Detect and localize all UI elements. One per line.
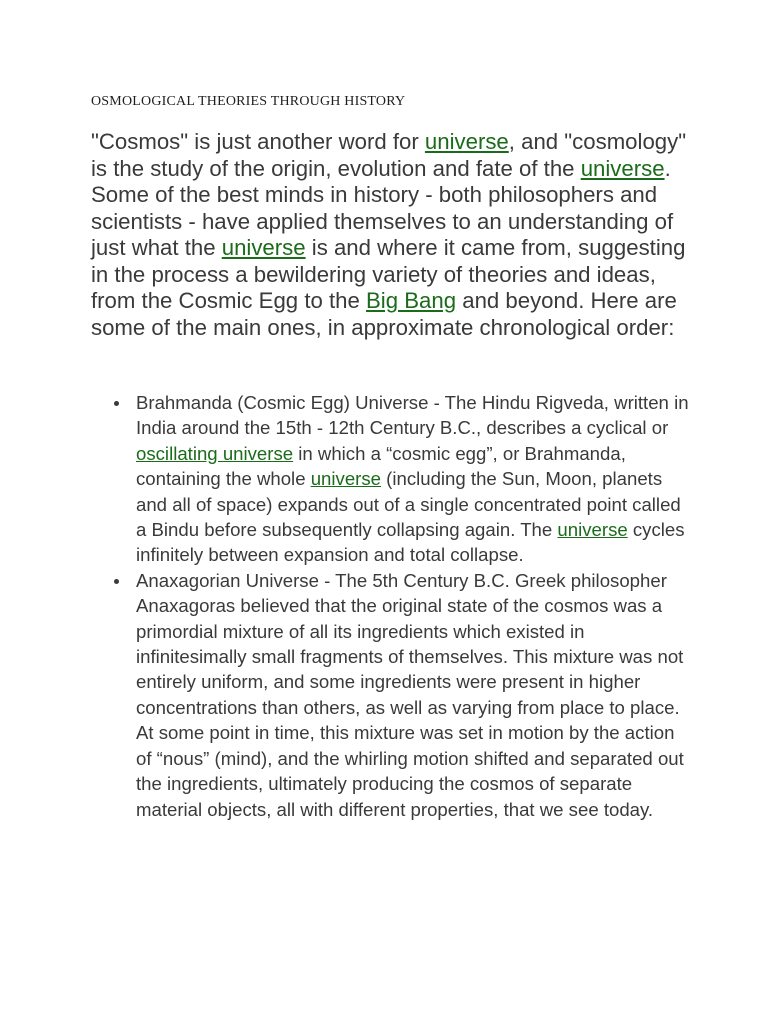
universe-link[interactable]: universe <box>221 235 306 260</box>
universe-link[interactable]: universe <box>424 129 509 154</box>
bullet-icon <box>114 401 119 406</box>
universe-link[interactable]: universe <box>310 468 381 490</box>
list-item-anaxagorian <box>91 568 691 822</box>
big-bang-link[interactable]: Big Bang <box>366 288 457 313</box>
list-item-brahmanda <box>91 390 691 568</box>
item-text: cycles infinitely between expansion and total collapse. <box>136 519 685 566</box>
page-title: OSMOLOGICAL THEORIES THROUGH HISTORY <box>91 94 406 109</box>
item-text: Brahmanda (Cosmic Egg) Universe - The Hindu Rigveda, written in India around the 15th - 12th Century B.C., describes a cyclical or <box>136 392 689 439</box>
theories-list <box>91 390 691 822</box>
intro-text: , and "cosmology" is the study of the origin, evolution and fate of the <box>91 129 687 181</box>
bullet-icon <box>114 579 119 584</box>
universe-link[interactable]: universe <box>557 519 628 541</box>
intro-text: "Cosmos" is just another word for <box>91 129 425 154</box>
item-text: in which a “cosmic egg”, or Brahmanda, containing the whole <box>136 442 626 490</box>
item-text: Anaxagorian Universe - The 5th Century B.C. Greek philosopher Anaxagoras believed that the original state of the cosmos was a primordial mixture of all its ingredients which existed in infinitesimally small fragments of themselves. This mixture was not entirely uniform, and some ingredients were present in higher concentrations than others, as well as varying from place to place. At some point in time, this mixture was set in motion by the action of “nous” (mind), and the whirling motion shifted and separated out the ingredients, ultimately producing the cosmos of separate material objects, all with different properties, that we see today. <box>136 569 684 820</box>
intro-text: . Some of the best minds in history - both philosophers and scientists - have applied themselves to an understanding of just what the <box>91 155 674 260</box>
oscillating-universe-link[interactable]: oscillating universe <box>136 442 294 464</box>
universe-link[interactable]: universe <box>580 155 665 181</box>
intro-text: is and where it came from, suggesting in the process a bewildering variety of theories and ideas, from the Cosmic Egg to the <box>91 235 686 313</box>
item-text: (including the Sun, Moon, planets and all of space) expands out of a single concentrated point called a Bindu before subsequently collapsing again. The <box>136 468 681 541</box>
intro-text: and beyond. Here are some of the main ones, in approximate chronological order: <box>91 288 677 340</box>
intro-paragraph <box>91 129 691 341</box>
